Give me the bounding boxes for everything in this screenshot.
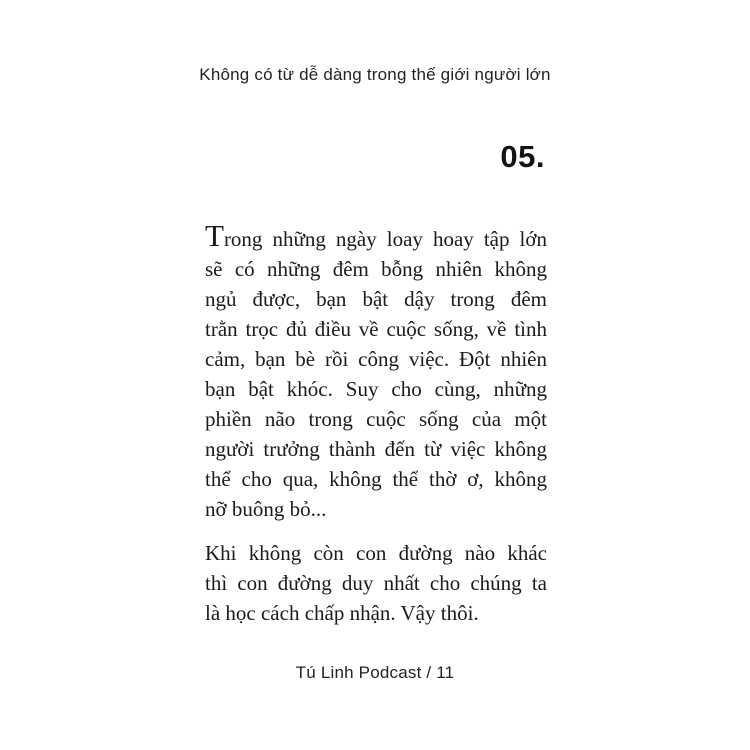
text-line: thể cho qua, không thể thờ ơ, không bbox=[205, 467, 547, 491]
text-line: là học cách chấp nhận. Vậy thôi. bbox=[205, 601, 479, 625]
drop-cap: T bbox=[205, 218, 224, 253]
text-line: thì con đường duy nhất cho chúng ta bbox=[205, 571, 547, 595]
text-line: cảm, bạn bè rồi công việc. Đột nhiên bbox=[205, 347, 547, 371]
text-line: bạn bật khóc. Suy cho cùng, những bbox=[205, 377, 547, 401]
paragraph-2 bbox=[205, 538, 547, 628]
text-line: sẽ có những đêm bỗng nhiên không bbox=[205, 257, 547, 281]
text-line: người trưởng thành đến từ việc không bbox=[205, 437, 547, 461]
text-line: phiền não trong cuộc sống của một bbox=[205, 407, 547, 431]
text-line: ngủ được, bạn bật dậy trong đêm bbox=[205, 287, 547, 311]
text-line: trằn trọc đủ điều về cuộc sống, về tình bbox=[205, 317, 547, 341]
text-line: Khi không còn con đường nào khác bbox=[205, 541, 547, 565]
chapter-number: 05. bbox=[500, 139, 545, 174]
text-line: Trong những ngày loay hoay tập lớn bbox=[205, 218, 547, 253]
body-text bbox=[205, 218, 547, 628]
running-header: Không có từ dễ dàng trong thế giới người lớn bbox=[199, 65, 551, 84]
paragraph-1 bbox=[205, 218, 547, 524]
running-footer: Tú Linh Podcast / 11 bbox=[295, 663, 455, 682]
text-line: nỡ buông bỏ... bbox=[205, 497, 327, 521]
